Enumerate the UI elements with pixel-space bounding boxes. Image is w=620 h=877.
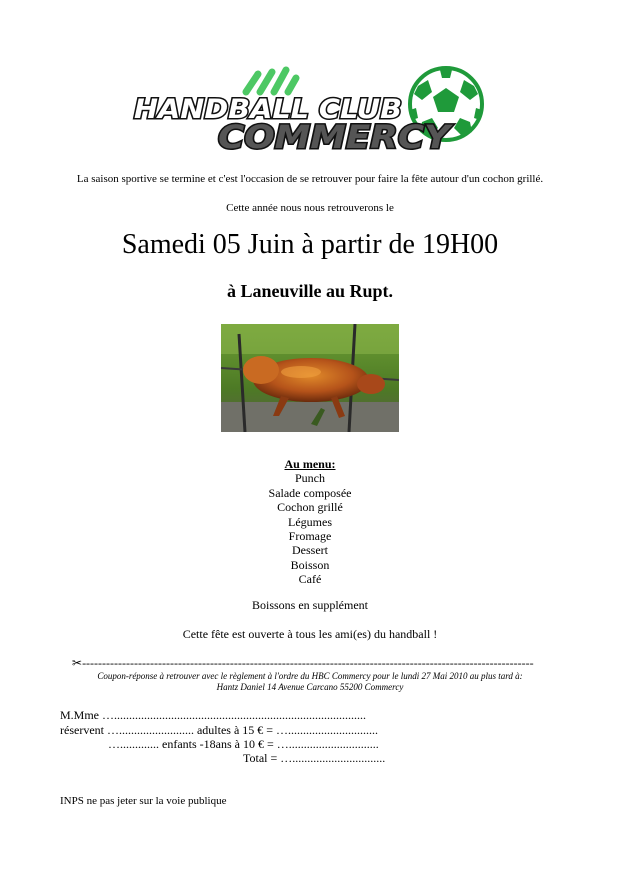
coupon-instructions (50, 671, 570, 693)
menu-item: Cochon grillé (277, 500, 343, 515)
menu-item: Boisson (290, 557, 330, 572)
dashed-cut-line: ----------------------------------------------------------------------------------------------------------------- (82, 656, 534, 670)
scissors-icon: ✂ (72, 656, 83, 670)
menu-item: Légumes (288, 514, 332, 529)
intro-text: La saison sportive se termine et c'est l'occasion de se retrouver pour faire la fête autour d'un cochon grillé. (76, 173, 544, 185)
logo-title-line1: HANDBALL CLUB (134, 94, 402, 125)
form-kids-line: …............. enfants -18ans à 10 € = ….............................. (108, 737, 379, 751)
cut-line (72, 656, 552, 670)
open-to-all-note: Cette fête est ouverte à tous les ami(es) du handball ! (182, 627, 438, 641)
form-name-line: M.Mme ….................................................................................... (60, 708, 366, 722)
roast-pig-photo (221, 324, 399, 432)
drinks-extra-note: Boissons en supplément (252, 598, 368, 612)
club-logo (126, 64, 488, 156)
menu-title: Au menu: (284, 457, 336, 471)
menu-item: Dessert (292, 543, 328, 558)
menu-list (0, 457, 620, 587)
intro-text-2: Cette année nous nous retrouverons le (226, 202, 394, 214)
coupon-line-1: Coupon-réponse à retrouver avec le règlement à l'ordre du HBC Commercy pour le lundi 27 Mai 2010 au plus tard à: (97, 671, 523, 681)
menu-item: Punch (295, 471, 325, 486)
menu-item: Fromage (288, 529, 332, 544)
coupon-line-2: Hantz Daniel 14 Avenue Carcano 55200 Commercy (216, 682, 404, 692)
footer-notice: INPS ne pas jeter sur la voie publique (60, 795, 227, 807)
logo-title-line2: COMMERCY (218, 118, 454, 156)
logo-speed-streaks (246, 70, 296, 92)
menu-item: Café (298, 572, 322, 587)
form-total-line: Total = …............................... (243, 751, 386, 765)
form-adults-line: réservent …......................... adultes à 15 € = ….............................. (60, 723, 379, 737)
menu-item: Salade composée (268, 485, 352, 500)
event-location: à Laneuville au Rupt. (226, 281, 394, 301)
event-headline: Samedi 05 Juin à partir de 19H00 (121, 229, 499, 260)
